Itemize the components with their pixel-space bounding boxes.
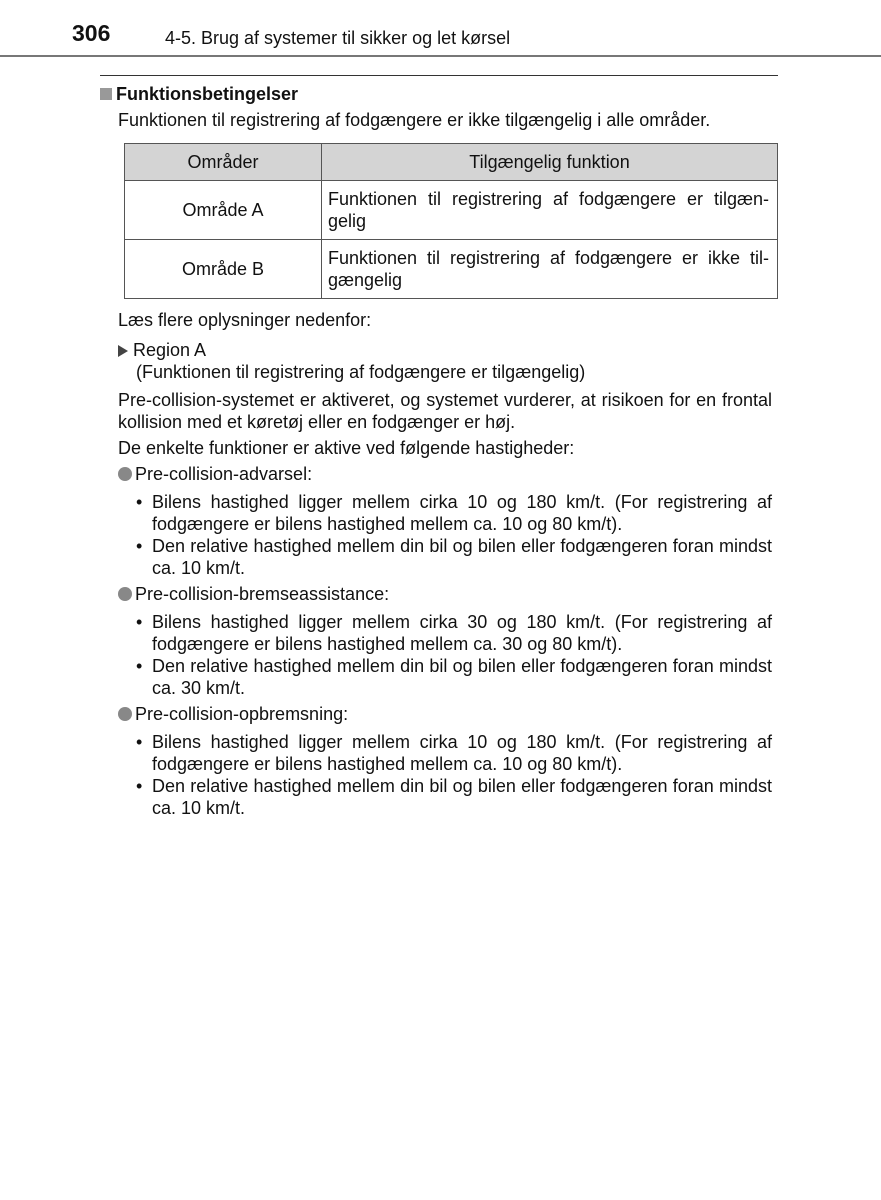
region-table — [124, 143, 778, 299]
list-item-text: Bilens hastighed ligger mellem cirka 10 og 180 km/t. (For registrering af fodgængere er bilens hastighed mellem ca. 10 og 80 km/t). — [152, 732, 772, 774]
table-cell-area: Område B — [125, 240, 322, 299]
table-cell-area: Område A — [125, 181, 322, 240]
chapter-title: 4-5. Brug af systemer til sikker og let kørsel — [165, 28, 511, 48]
list-item-text: Den relative hastighed mellem din bil og bilen eller fodgængeren foran mindst ca. 10 km/t. — [152, 536, 772, 578]
function-group-label — [100, 583, 772, 605]
list-item — [100, 535, 772, 579]
list-item — [100, 655, 772, 699]
list-item — [100, 491, 772, 535]
function-group-label — [100, 703, 772, 725]
section-heading — [100, 83, 772, 105]
table-header-cell: Områder — [125, 144, 322, 181]
header-divider — [0, 55, 881, 57]
table-header-cell: Tilgængelig funktion — [322, 144, 778, 181]
section-heading-text: Funktionsbetingelser — [116, 84, 299, 104]
region-heading — [100, 339, 772, 361]
table-row — [125, 181, 778, 240]
circle-bullet-icon — [118, 587, 132, 601]
table-row — [125, 240, 778, 299]
bullet-mark: • — [136, 776, 143, 796]
paragraph: Pre-collision-systemet er aktiveret, og systemet vurderer, at risikoen for en frontal kollision med et køretøj eller en fodgænger er høj. — [118, 390, 772, 432]
circle-bullet-icon — [118, 467, 132, 481]
region-description: (Funktionen til registrering af fodgængere er tilgængelig) — [136, 362, 586, 382]
list-item — [100, 775, 772, 819]
circle-bullet-icon — [118, 707, 132, 721]
bullet-list — [100, 731, 772, 819]
paragraph: De enkelte funktioner er aktive ved følgende hastigheder: — [118, 438, 575, 458]
page-number: 306 — [72, 20, 111, 46]
bullet-mark: • — [136, 536, 143, 556]
bullet-list — [100, 611, 772, 699]
section-divider — [100, 75, 778, 76]
region-label: Region A — [133, 340, 207, 360]
list-item-text: Bilens hastighed ligger mellem cirka 30 og 180 km/t. (For registrering af fodgængere er bilens hastighed mellem ca. 30 og 80 km/t). — [152, 612, 772, 654]
table-cell-function: Funktionen til registrering af fodgængere er ikke til-gængelig — [322, 240, 778, 299]
read-more-text: Læs flere oplysninger nedenfor: — [118, 310, 372, 330]
triangle-right-icon — [118, 345, 128, 357]
table-header-row — [125, 144, 778, 181]
function-group-text: Pre-collision-advarsel: — [135, 464, 313, 484]
square-bullet-icon — [100, 88, 112, 100]
list-item — [100, 611, 772, 655]
function-group-label — [100, 463, 772, 485]
bullet-list — [100, 491, 772, 579]
function-group-text: Pre-collision-bremseassistance: — [135, 584, 390, 604]
list-item — [100, 731, 772, 775]
bullet-mark: • — [136, 612, 143, 632]
list-item-text: Den relative hastighed mellem din bil og bilen eller fodgængeren foran mindst ca. 10 km/t. — [152, 776, 772, 818]
function-group-text: Pre-collision-opbremsning: — [135, 704, 349, 724]
bullet-mark: • — [136, 732, 143, 752]
table-cell-function: Funktionen til registrering af fodgængere er tilgæn-gelig — [322, 181, 778, 240]
bullet-mark: • — [136, 492, 143, 512]
page-content — [100, 80, 772, 819]
list-item-text: Den relative hastighed mellem din bil og bilen eller fodgængeren foran mindst ca. 30 km/t. — [152, 656, 772, 698]
list-item-text: Bilens hastighed ligger mellem cirka 10 og 180 km/t. (For registrering af fodgængere er bilens hastighed mellem ca. 10 og 80 km/t). — [152, 492, 772, 534]
section-intro: Funktionen til registrering af fodgængere er ikke tilgængelig i alle områder. — [118, 110, 711, 130]
bullet-mark: • — [136, 656, 143, 676]
